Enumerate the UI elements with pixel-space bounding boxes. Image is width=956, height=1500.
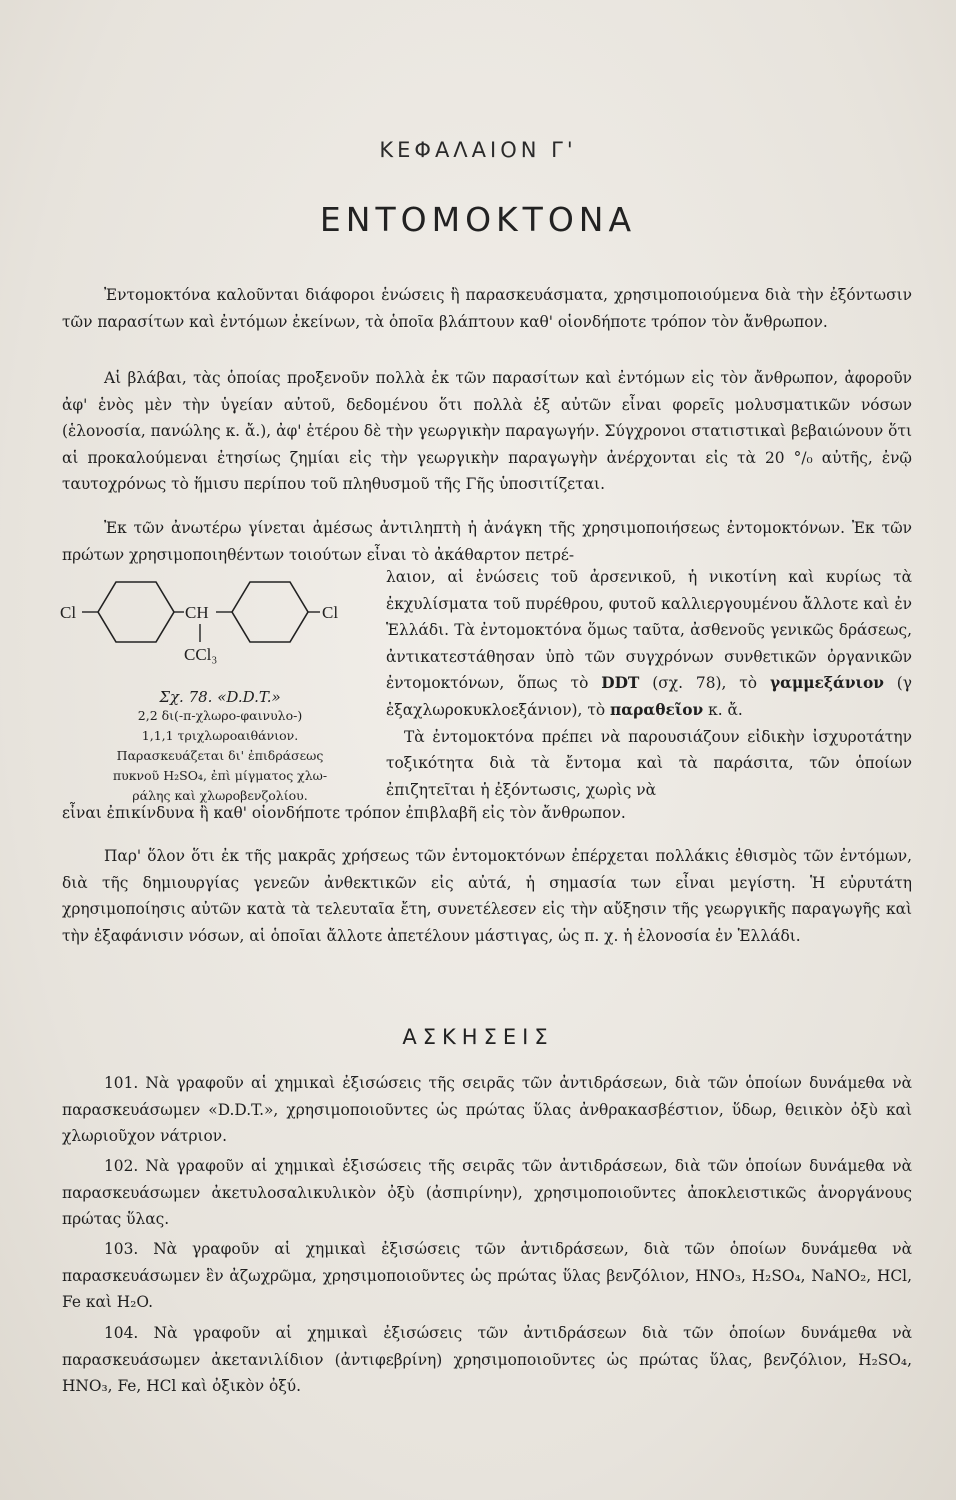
figure-caption-line: πυκνοῦ H₂SO₄, ἐπὶ μίγματος χλω- [112,768,328,783]
exercise-102-text: 102. Νὰ γραφοῦν αἱ χημικαὶ ἐξισώσεις τῆς σειρᾶς τῶν ἀντιδράσεων, διὰ τῶν ὁποίων δυνάμεθα νὰ παρασκευάσωμεν ἀκετυλοσαλικυλικὸν ὀξὺ (ἀσπιρίνην), χρησιμοποιοῦντες ἀποκλειστικῶς ἀνοργάνους πρώτας ὕλας. [62,1157,912,1229]
figure-caption-line: Παρασκευάζεται δι' ἐπιδράσεως [116,748,324,763]
wrap-text-c: (γ ἑξαχλωροκυκλοεξάνιον), τὸ [386,674,912,719]
ddt-term: DDT [601,674,640,693]
figure-label: Σχ. 78. «D.D.T.» [159,688,281,706]
exercise-103-text: 103. Νὰ γραφοῦν αἱ χημικαὶ ἐξισώσεις τῶν ἀντιδράσεων, διὰ τῶν ὁποίων δυνάμεθα νὰ παρασκευάσωμεν ἓν ἀζωχρῶμα, χρησιμοποιοῦντες ὡς πρώτας ὕλας βενζόλιον, HNO₃, H₂SO₄, NaNO₂, HCl, Fe καὶ H₂O. [62,1240,912,1312]
exercises-heading: ΑΣΚΗΣΕΙΣ [402,1025,554,1049]
paragraph-damages [62,365,912,498]
paragraph-wrapped-beside-figure [386,564,912,803]
page-title: ΕΝΤΟΜΟΚΤΟΝΑ [319,200,637,239]
exercise-104-text: 104. Νὰ γραφοῦν αἱ χημικαὶ ἐξισώσεις τῶν ἀντιδράσεων διὰ τῶν ὁποίων δυνάμεθα νὰ παρασκευάσωμεν ἀκετανιλίδιον (ἀντιφεβρίνη) χρησιμοποιοῦντες ὡς πρώτας ὕλας, βενζόλιον, H₂SO₄, HNO₃, Fe, HCl καὶ ὀξικὸν ὀξύ. [62,1324,912,1396]
figure-caption-line: 2,2 δι(-π-χλωρο-φαινυλο-) [137,708,303,723]
significance-text: Παρ' ὅλον ὅτι ἐκ τῆς μακρᾶς χρήσεως τῶν ἐντομοκτόνων ἐπέρχεται πολλάκις ἐθισμὸς τῶν ἐντόμων, διὰ τῆς δημιουργίας γενεῶν ἀνθεκτικῶν εἰς αὐτά, ἡ σημασία των εἶναι μεγίστη. Ἡ εὐρυτάτη χρησιμοποίησις αὐτῶν κατὰ τὰ τελευταῖα ἔτη, συνετέλεσεν εἰς τὴν αὔξησιν τῆς γεωργικῆς παραγωγῆς καὶ τὴν ἐξαφάνισιν νόσων, αἱ ὁποῖαι ἄλλοτε ἀπετέλουν μάστιγας, ὡς π. χ. ἡ ἑλονοσία ἐν Ἑλλάδι. [62,847,912,945]
paragraph-intro [62,282,912,335]
paragraph-significance [62,843,912,949]
group-ch: CH [185,603,209,622]
danger-text: εἶναι ἐπικίνδυνα ἢ καθ' οἱονδήποτε τρόπον ἐπιβλαβῆ εἰς τὸν ἄνθρωπον. [62,804,626,822]
wrap-text-e: Τὰ ἐντομοκτόνα πρέπει νὰ παρουσιάζουν εἰδικὴν ἰσχυροτάτην τοξικότητα διὰ τὰ ἔντομα καὶ τὰ παράσιτα, τῶν ὁποίων ἐπιζητεῖται ἡ ἐξόντωσις, χωρὶς νὰ [386,727,912,799]
wrap-text-d: κ. ἄ. [703,700,743,719]
damages-text: Αἱ βλάβαι, τὰς ὁποίας προξενοῦν πολλὰ ἐκ τῶν παρασίτων καὶ ἐντόμων εἰς τὸν ἄνθρωπον, ἀφοροῦν ἀφ' ἑνὸς μὲν τὴν ὑγείαν αὐτοῦ, δεδομένου ὅτι πολλὰ ἐξ αὐτῶν εἶναι φορεῖς μολυσματικῶν νόσων (ἑλονοσία, πανώλης κ. ἄ.), ἀφ' ἑτέρου δὲ τὴν γεωργικὴν παραγωγήν. Σύγχρονοι στατιστικαὶ βεβαιώνουν ὅτι αἱ προκαλούμεναι ἐτησίως ζημίαι εἰς τὴν γεωργικὴν παραγωγὴν ἀνέρχονται εἰς τὰ 20 °/₀ αὐτῆς, ἐνῷ ταυτοχρόνως τὸ ἥμισυ περίπου τοῦ πληθυσμοῦ τῆς Γῆς ὑποσιτίζεται. [62,369,912,494]
figure-caption-line: ράλης καὶ χλωροβενζολίου. [132,788,308,803]
paragraph-danger [62,800,912,827]
ddt-figure [60,572,380,806]
exercise-item [62,1070,912,1150]
group-ccl3: CCl₃ [184,645,218,664]
figure-caption-line: 1,1,1 τριχλωροαιθάνιον. [141,728,299,743]
atom-cl-left: Cl [60,603,77,622]
paragraph-need [62,515,912,568]
wrapped-text [386,564,912,724]
exercise-item [62,1153,912,1233]
intro-text: Ἐντομοκτόνα καλοῦνται διάφοροι ἑνώσεις ἢ παρασκευάσματα, χρησιμοποιούμενα διὰ τὴν ἐξόντωσιν τῶν παρασίτων καὶ ἐντόμων ἐκείνων, τὰ ὁποῖα βλάπτουν καθ' οἱονδήποτε τρόπον τὸν ἄνθρωπον. [62,286,912,331]
need-text: Ἐκ τῶν ἀνωτέρω γίνεται ἀμέσως ἀντιληπτὴ ἡ ἀνάγκη τῆς χρησιμοποιήσεως ἐντομοκτόνων. Ἐκ τῶν πρώτων χρησιμοποιηθέντων τοιούτων εἶναι τὸ ἀκάθαρτον πετρέ- [62,519,912,564]
parathion-term: παραθεῖον [610,700,704,719]
exercise-item [62,1236,912,1316]
exercise-item [62,1320,912,1400]
ddt-structure-diagram [60,572,380,684]
atom-cl-right: Cl [322,603,339,622]
exercise-101-text: 101. Νὰ γραφοῦν αἱ χημικαὶ ἐξισώσεις τῆς σειρᾶς τῶν ἀντιδράσεων, διὰ τῶν ὁποίων δυνάμεθα νὰ παρασκευάσωμεν «D.D.T.», χρησιμοποιοῦντες ὡς πρώτας ὕλας ἀνθρακασβέστιον, ὕδωρ, θειικὸν ὀξὺ καὶ χλωριοῦχον νάτριον. [62,1074,912,1146]
left-benzene-ring [98,582,174,642]
gammexane-term: γαμμεξάνιον [769,674,884,693]
chapter-heading: ΚΕΦΑΛΑΙΟΝ Γ' [379,138,577,162]
right-benzene-ring [232,582,308,642]
wrap-text-a: λαιον, αἱ ἑνώσεις τοῦ ἀρσενικοῦ, ἡ νικοτίνη καὶ κυρίως τὰ ἐκχυλίσματα τοῦ πυρέθρου, φυτοῦ καλλιεργουμένου ἄλλοτε καὶ ἐν Ἑλλάδι. Τὰ ἐντομοκτόνα ὅμως ταῦτα, ἀσθενοῦς γενικῶς δράσεως, ἀντικατεστάθησαν ὑπὸ τῶν συγχρόνων συνθετικῶν ὀργανικῶν ἐντομοκτόνων, ὅπως τὸ [386,568,912,693]
wrap-text-b: (σχ. 78), τὸ [639,674,770,693]
